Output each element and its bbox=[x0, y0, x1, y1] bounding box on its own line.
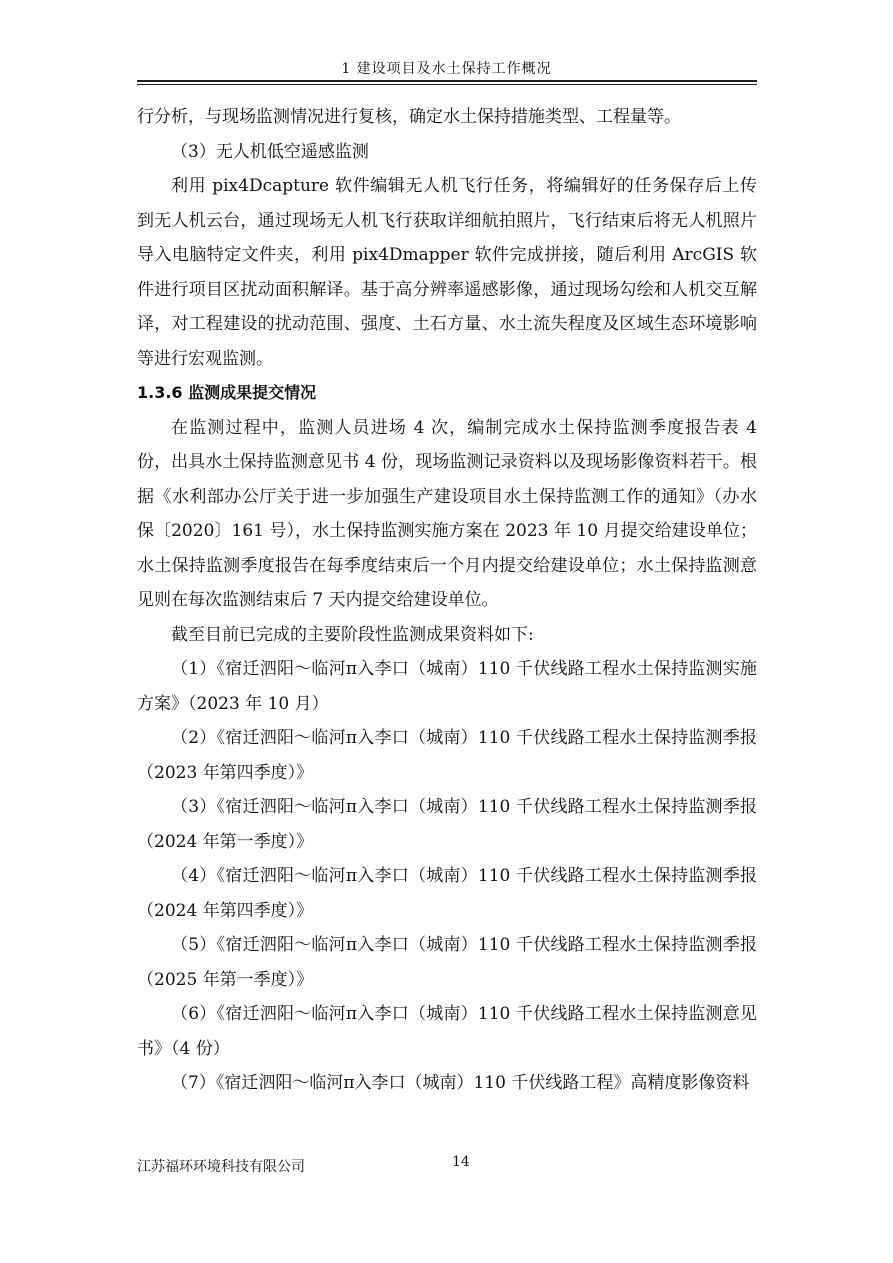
paragraph-submission: 在监测过程中，监测人员进场 4 次，编制完成水土保持监测季度报告表 4 份，出具水土保持监测意见书 4 份，现场监测记录资料以及现场影像资料若干。根据《水利部办公厅关于进一步加强生产建设项目水土保持监测工作的通知》（办水保〔2020〕161 号），水土保持监测实施方案在 2023 年 10 月提交给建设单位；水土保持监测季度报告在每季度结束后一个月内提交给建设单位；水土保持监测意见则在每次监测结束后 7 天内提交给建设单位。 bbox=[137, 417, 757, 610]
list-item: （6）《宿迁泗阳～临河π入李口（城南）110 千伏线路工程水土保持监测意见书》（4 份） bbox=[137, 1004, 757, 1059]
paragraph-uav: 利用 pix4Dcapture 软件编辑无人机飞行任务，将编辑好的任务保存后上传到无人机云台，通过现场无人机飞行获取详细航拍照片，飞行结束后将无人机照片导入电脑特定文件夹，利用 pix4Dmapper 软件完成拼接，随后利用 ArcGIS 软件进行项目区扰动面积解译。基于高分辨率遥感影像，通过现场勾绘和人机交互解译，对工程建设的扰动范围、强度、土石方量、水土流失程度及区域生态环境影响等进行宏观监测。 bbox=[137, 176, 757, 369]
list-item: （5）《宿迁泗阳～临河π入李口（城南）110 千伏线路工程水土保持监测季报（2025 年第一季度）》 bbox=[137, 935, 757, 990]
section-heading: 1.3.6 监测成果提交情况 bbox=[137, 383, 317, 402]
paragraph-list-intro: 截至目前已完成的主要阶段性监测成果资料如下: bbox=[171, 624, 534, 645]
document-body bbox=[137, 100, 757, 1101]
list-item: （3）《宿迁泗阳～临河π入李口（城南）110 千伏线路工程水土保持监测季报（2024 年第一季度）》 bbox=[137, 797, 757, 852]
list-item: （1）《宿迁泗阳～临河π入李口（城南）110 千伏线路工程水土保持监测实施方案》（2023 年 10 月） bbox=[137, 659, 757, 714]
page-number: 14 bbox=[452, 1154, 470, 1170]
footer-company: 江苏福环环境科技有限公司 bbox=[137, 1159, 305, 1175]
header-rule-thick bbox=[137, 80, 757, 82]
list-item: （7）《宿迁泗阳～临河π入李口（城南）110 千伏线路工程》高精度影像资料 bbox=[171, 1073, 750, 1093]
list-item: （2）《宿迁泗阳～临河π入李口（城南）110 千伏线路工程水土保持监测季报（2023 年第四季度）》 bbox=[137, 728, 757, 783]
list-item: （4）《宿迁泗阳～临河π入李口（城南）110 千伏线路工程水土保持监测季报（2024 年第四季度）》 bbox=[137, 866, 757, 921]
paragraph-continuation: 行分析，与现场监测情况进行复核，确定水土保持措施类型、工程量等。 bbox=[137, 107, 681, 127]
subsection-title: （3）无人机低空遥感监测 bbox=[171, 141, 369, 162]
header-rule-thin bbox=[137, 84, 757, 85]
page-header: 1 建设项目及水土保持工作概况 bbox=[341, 61, 552, 77]
